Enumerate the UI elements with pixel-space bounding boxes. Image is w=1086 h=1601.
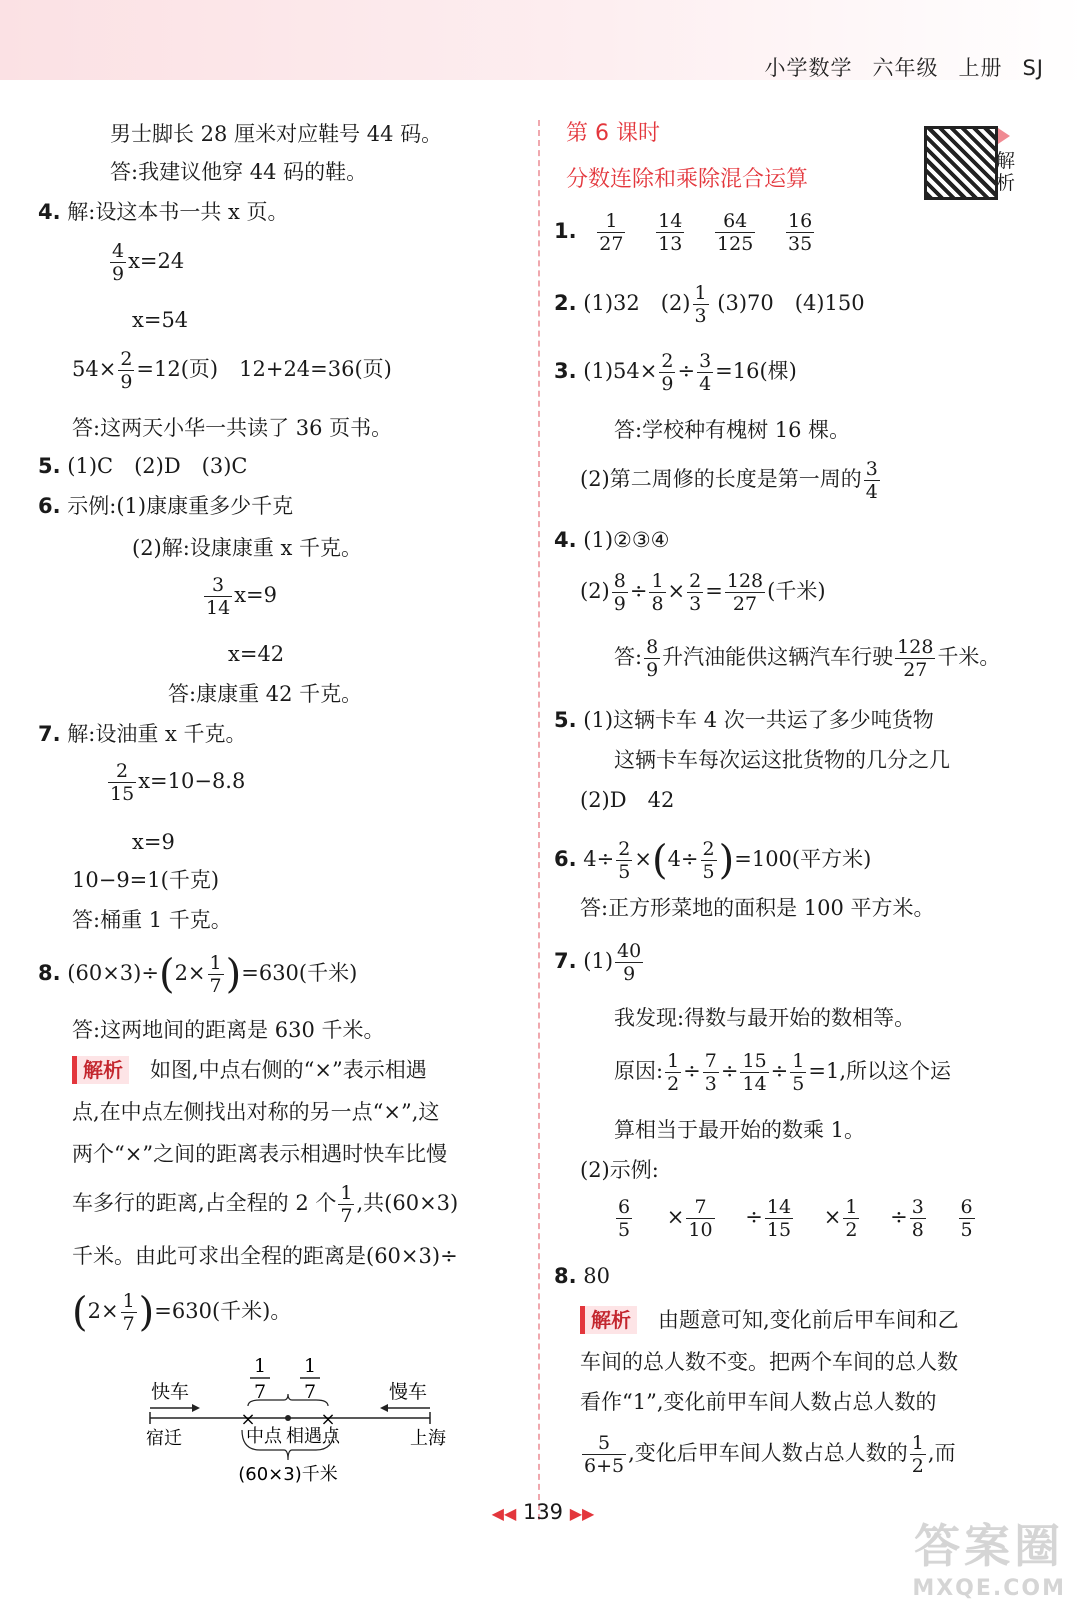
analysis-line: (2× $\frac{1}{7}$ )=630(千米)。 xyxy=(72,1289,292,1336)
question-1: 1. $\frac{1}{27}$ $\frac{14}{13}$ $\frac{64}{125}$ $\frac{16}{35}$ xyxy=(554,210,813,255)
answer-line: 答: $\frac{8}{9}$ 升汽油能供这辆汽车行驶 $\frac{128}{27}$ 千米。 xyxy=(614,636,1001,681)
equation: $\frac{4}{9}$ x=24 xyxy=(112,240,185,285)
diagram-fast-label: 快车 xyxy=(150,1381,190,1403)
analysis-tag: 解析 xyxy=(580,1306,637,1334)
analysis-tag: 解析 xyxy=(72,1056,129,1084)
header-subject: 小学数学 xyxy=(764,56,853,80)
header-grade: 六年级 xyxy=(872,56,939,80)
answer-line: 答:学校种有槐树 16 棵。 xyxy=(614,418,851,442)
diagram-distance: (60×3)千米 xyxy=(238,1464,338,1485)
question-2: 2. (1)32 (2) $\frac{1}{3}$ (3)70 (4)150 xyxy=(554,282,865,327)
diagram-meet: 相遇点 xyxy=(286,1426,340,1447)
text-line: (2)第二周修的长度是第一周的 $\frac{3}{4}$ xyxy=(580,458,878,503)
question-5: 5. (1)这辆卡车 4 次一共运了多少吨货物 xyxy=(554,708,934,732)
question-8: 8. (60×3)÷(2× $\frac{1}{7}$ )=630(千米) xyxy=(38,951,358,998)
midpoint-dot xyxy=(285,1415,291,1421)
question-6: 6. 4÷ $\frac{2}{5}$ ×(4÷ $\frac{2}{5}$ )=100(平方米) xyxy=(554,837,872,884)
diagram-from: 宿迁 xyxy=(146,1428,182,1449)
analysis-line: 点,在中点左侧找出对称的另一点“×”,这 xyxy=(72,1100,440,1124)
analysis-line: 车多行的距离,占全程的 2 个 $\frac{1}{7}$ ,共(60×3) xyxy=(72,1182,459,1227)
equation: $\frac{2}{15}$ x=10−8.8 xyxy=(110,760,246,805)
diagram-frac2-num: 1 xyxy=(303,1355,317,1377)
meeting-diagram xyxy=(130,1350,470,1490)
text-line: (2)解:设康康重 x 千克。 xyxy=(132,536,363,560)
text-line: 答:我建议他穿 44 码的鞋。 xyxy=(110,160,368,184)
diagram-frac1-den: 7 xyxy=(253,1381,267,1403)
text-line: 原因: $\frac{1}{2}$ ÷ $\frac{7}{3}$ ÷ $\frac{15}{14}$ ÷ $\frac{1}{5}$ =1,所以这个运 xyxy=(614,1050,952,1095)
qr-label: 解析 xyxy=(996,150,1016,194)
analysis-line: 车间的总人数不变。把两个车间的总人数 xyxy=(580,1350,958,1374)
equation: 54× $\frac{2}{9}$ =12(页) 12+24=36(页) xyxy=(72,348,392,393)
answer-line: 答:康康重 42 千克。 xyxy=(168,682,363,706)
play-icon[interactable] xyxy=(998,128,1010,144)
equation: 10−9=1(千克) xyxy=(72,868,220,892)
double-right-arrow-icon[interactable]: ▶▶ xyxy=(569,1504,595,1523)
equation: x=54 xyxy=(132,308,189,332)
text-line: 这辆卡车每次运这批货物的几分之几 xyxy=(614,748,950,772)
arrow-right-icon xyxy=(192,1404,200,1412)
cross-mark-right: × xyxy=(320,1409,336,1430)
lesson-number: 第 6 课时 xyxy=(566,121,660,146)
page-number: 139 xyxy=(522,1500,564,1524)
question-4: 4. (1)②③④ xyxy=(554,528,670,552)
question-6: 6. 示例:(1)康康重多少千克 xyxy=(38,494,294,518)
arrow-left-icon xyxy=(380,1404,388,1412)
equation: $\frac{3}{14}$ x=9 xyxy=(206,574,277,619)
page-header xyxy=(744,52,1044,82)
double-left-arrow-icon[interactable]: ◀◀ xyxy=(491,1504,517,1523)
diagram-frac1-num: 1 xyxy=(253,1355,267,1377)
equation: (2) $\frac{8}{9}$ ÷ $\frac{1}{8}$ × $\frac{2}{3}$ = $\frac{128}{27}$ (千米) xyxy=(580,570,826,615)
example-row: $\frac{6}{5}$ × $\frac{7}{10}$ ÷ $\frac{14}{15}$ × $\frac{1}{2}$ ÷ $\frac{3}{8}$ $\frac{6}{5}$ xyxy=(618,1196,973,1241)
question-8: 8. 80 xyxy=(554,1264,611,1288)
qr-code[interactable] xyxy=(924,126,998,200)
analysis-line: 解析 如图,中点右侧的“×”表示相遇 xyxy=(72,1056,427,1084)
header-edition: SJ xyxy=(1022,56,1044,80)
answer-line: 答:这两天小华一共读了 36 页书。 xyxy=(72,416,393,440)
diagram-mid: 中点 xyxy=(246,1426,282,1447)
cross-mark-left: × xyxy=(240,1409,256,1430)
diagram-frac2-den: 7 xyxy=(303,1381,317,1403)
question-3: 3. (1)54× $\frac{2}{9}$ ÷ $\frac{3}{4}$ =16(棵) xyxy=(554,350,797,395)
equation: x=9 xyxy=(132,830,175,854)
question-5: 5. (1)C (2)D (3)C xyxy=(38,454,248,478)
text-line: (2)D 42 xyxy=(580,788,675,812)
analysis-line: 两个“×”之间的距离表示相遇时快车比慢 xyxy=(72,1142,448,1166)
question-7: 7. 解:设油重 x 千克。 xyxy=(38,722,247,746)
analysis-line: 看作“1”,变化前甲车间人数占总人数的 xyxy=(580,1390,937,1414)
answer-line: 答:这两地间的距离是 630 千米。 xyxy=(72,1018,385,1042)
question-4: 4. 解:设这本书一共 x 页。 xyxy=(38,200,289,224)
text-line: 我发现:得数与最开始的数相等。 xyxy=(614,1006,916,1030)
text-line: 男士脚长 28 厘米对应鞋号 44 码。 xyxy=(110,122,443,146)
question-7: 7. (1) $\frac{40}{9}$ xyxy=(554,940,642,985)
analysis-line: 解析 由题意可知,变化前后甲车间和乙 xyxy=(580,1306,959,1334)
diagram-slow-label: 慢车 xyxy=(388,1381,428,1403)
text-line: 算相当于最开始的数乘 1。 xyxy=(614,1118,866,1142)
watermark: 答案圈 MXQE.COM xyxy=(912,1519,1066,1601)
text-line: (2)示例: xyxy=(580,1158,659,1182)
equation: x=42 xyxy=(228,642,285,666)
analysis-line: 千米。由此可求出全程的距离是(60×3)÷ xyxy=(72,1244,458,1268)
header-volume: 上册 xyxy=(958,56,1003,80)
answer-line: 答:桶重 1 千克。 xyxy=(72,908,232,932)
answer-line: 答:正方形菜地的面积是 100 平方米。 xyxy=(580,896,935,920)
diagram-to: 上海 xyxy=(410,1428,446,1449)
column-divider xyxy=(538,120,540,1520)
analysis-line: $\frac{5}{6+5}$ ,变化后甲车间人数占总人数的 $\frac{1}{2}$ ,而 xyxy=(584,1432,956,1477)
lesson-title: 分数连除和乘除混合运算 xyxy=(566,167,809,192)
